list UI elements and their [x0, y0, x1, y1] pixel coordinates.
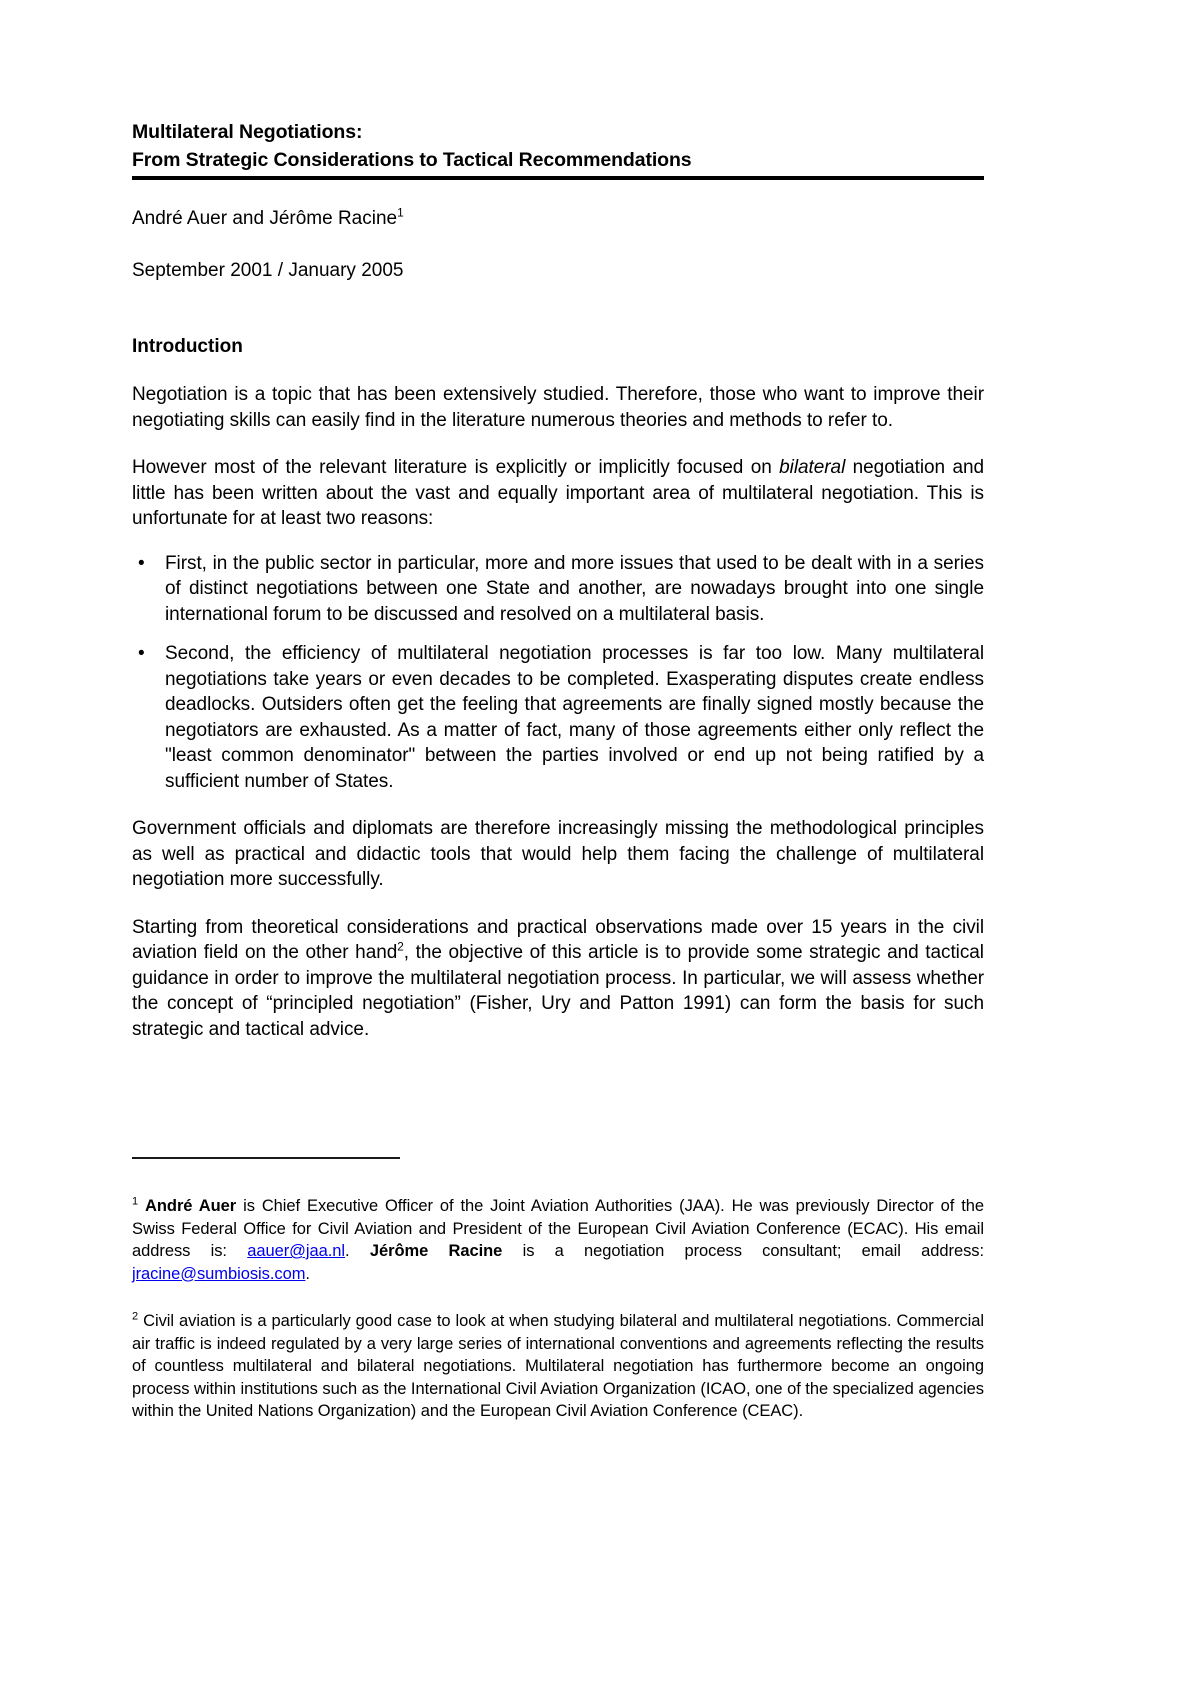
footnote-1-author-name-1: André Auer — [145, 1197, 237, 1215]
page-title — [132, 118, 984, 180]
author-footnote-marker[interactable]: 1 — [397, 206, 404, 220]
footnote-1-marker: 1 — [132, 1195, 139, 1208]
author-names: André Auer and Jérôme Racine — [132, 208, 398, 229]
footnote-2-marker: 2 — [132, 1310, 139, 1323]
footnote-1-text-1: is Chief Executive Officer of the Joint Aviation Authorities (JAA). He was previously Director of the Swiss Federal Office for Civil Aviation and President of the European Civil Aviation Conference (ECAC). His email address is: — [132, 1197, 984, 1260]
title-line-2: From Strategic Considerations to Tactical Recommendations — [132, 149, 692, 171]
footnote-2-text: Civil aviation is a particularly good case to look at when studying bilateral and multilateral negotiations. Commercial air traffic is indeed regulated by a very large series of international conventions and agreements reflecting the results of countless multilateral and bilateral negotiations. Multilateral negotiation has furthermore become an ongoing process within institutions such as the International Civil Aviation Organization (ICAO, one of the specialized agencies within the United Nations Organization) and the European Civil Aviation Conference (CEAC). — [132, 1312, 984, 1420]
paragraph-2 — [132, 455, 984, 532]
email-link-auer[interactable]: aauer@jaa.nl — [247, 1242, 346, 1260]
bullet-dot-icon: • — [138, 643, 145, 664]
paragraph-1: Negotiation is a topic that has been extensively studied. Therefore, those who want to improve their negotiating skills can easily find in the literature numerous theories and methods to refer to. — [132, 384, 984, 431]
footnote-2 — [132, 1310, 984, 1423]
emphasis-bilateral: bilateral — [779, 457, 846, 478]
list-item-text: Second, the efficiency of multilateral negotiation processes is far too low. Many multilateral negotiations take years or even decades to be completed. Exasperating disputes create endless deadlocks. Outsiders often get the feeling that agreements are finally signed mostly because the negotiators are exhausted. As a matter of fact, many of those agreements either only reflect the "least common denominator" between the parties involved or end up not being ratified by a sufficient number of States. — [165, 643, 984, 792]
paragraph-2-text-after-italic: negotiation and little has been written about the vast and equally important area of multilateral negotiation. This is unfortunate for at least two reasons: — [132, 457, 985, 529]
document-body — [132, 118, 984, 1061]
footnote-1-text-4: . — [305, 1264, 310, 1283]
title-line-1: Multilateral Negotiations: — [132, 121, 363, 143]
paragraph-4-text-part-2: , the objective of this article is to provide some strategic and tactical guidance in order to improve the multilateral negotiation process. In particular, we will assess whether the concept of “principled negotiation” (Fisher, Ury and Patton 1991) can form the basis for such strategic and tactical advice. — [132, 942, 984, 1040]
footnote-marker-2[interactable]: 2 — [397, 940, 404, 954]
paragraph-4-text-part-1: Starting from theoretical considerations and practical observations made over 15 years in the civil aviation field on the other hand — [132, 916, 984, 963]
list-item — [132, 641, 984, 794]
email-link-racine[interactable]: jracine@sumbiosis.com — [132, 1264, 306, 1283]
list-item — [132, 551, 984, 628]
footnote-section — [132, 1157, 984, 1439]
footnote-1-text-3: is a negotiation process consultant; email address: — [502, 1242, 985, 1260]
author-byline — [132, 206, 984, 232]
bullet-dot-icon: • — [138, 552, 145, 574]
footnote-separator-rule — [132, 1157, 400, 1159]
footnote-1-author-name-2: Jérôme Racine — [369, 1242, 503, 1260]
footnote-1-text-2: . — [345, 1242, 370, 1260]
list-item-text: First, in the public sector in particular, more and more issues that used to be dealt with in a series of distinct negotiations between one State and another, are nowadays brought into one single international forum to be discussed and resolved on a multilateral basis. — [165, 552, 984, 625]
section-heading-introduction: Introduction — [132, 336, 243, 357]
footnote-1 — [132, 1195, 984, 1285]
publication-date: September 2001 / January 2005 — [132, 260, 404, 281]
reasons-bullet-list — [132, 551, 984, 795]
paragraph-4 — [132, 915, 984, 1043]
paragraph-3: Government officials and diplomats are therefore increasingly missing the methodological principles as well as practical and didactic tools that would help them facing the challenge of multilateral negotiation more successfully. — [132, 818, 984, 890]
paragraph-2-text-before-italic: However most of the relevant literature is explicitly or implicitly focused on — [132, 457, 780, 478]
